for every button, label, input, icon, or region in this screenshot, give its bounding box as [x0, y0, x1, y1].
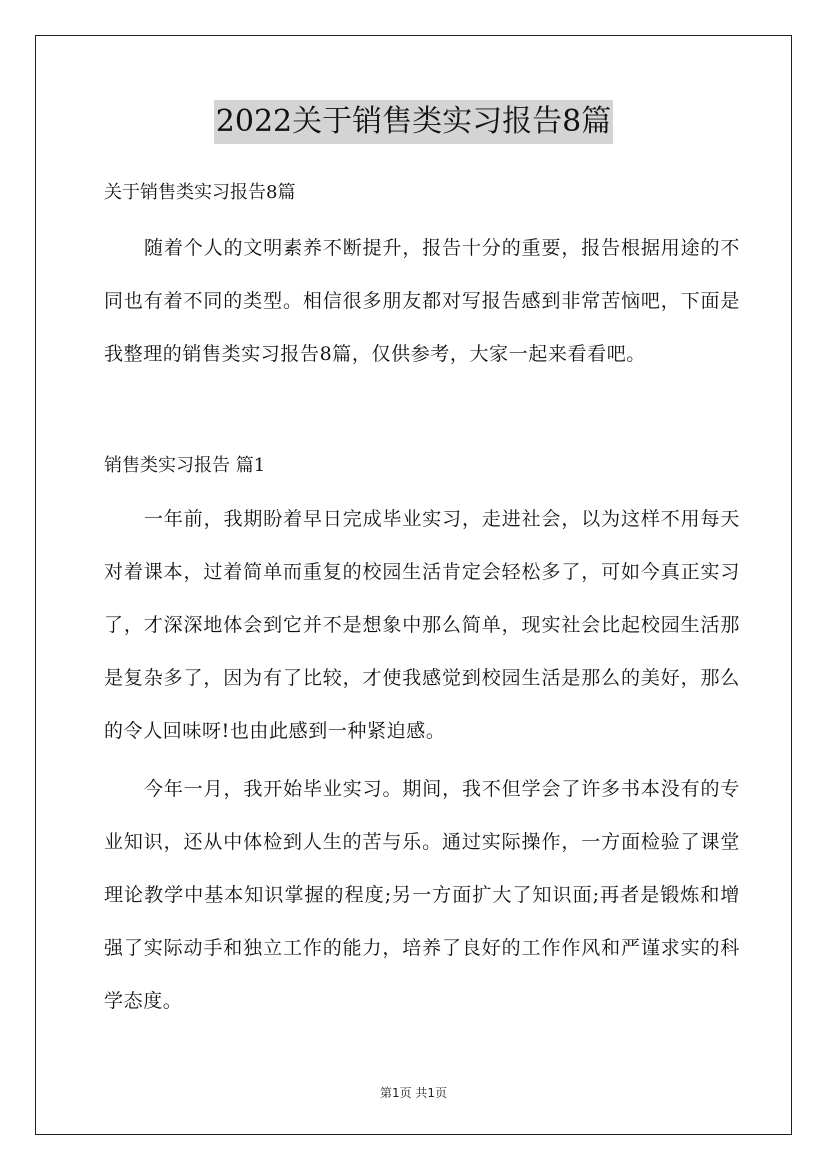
document-subtitle: 关于销售类实习报告8篇: [104, 182, 296, 203]
document-title: 2022关于销售类实习报告8篇: [214, 100, 613, 144]
body-paragraph-1: 一年前，我期盼着早日完成毕业实习，走进社会，以为这样不用每天对着课本，过着简单而重复的校园生活肯定会轻松多了，可如今真正实习了，才深深地体会到它并不是想象中那么简单，现实社会比起校园生活那是复杂多了，因为有了比较，才使我感觉到校园生活是那么的美好，那么的令人回味呀!也由此感到一种紧迫感。: [104, 508, 740, 742]
title-container: [0, 100, 827, 144]
body-paragraph-2: 今年一月，我开始毕业实习。期间，我不但学会了许多书本没有的专业知识，还从中体检到人生的苦与乐。通过实际操作，一方面检验了课堂理论教学中基本知识掌握的程度;另一方面扩大了知识面;再者是锻炼和增强了实际动手和独立工作的能力，培养了良好的工作作风和严谨求实的科学态度。: [104, 778, 740, 1012]
page-footer: 第1页 共1页: [379, 1086, 448, 1100]
intro-paragraph: 随着个人的文明素养不断提升，报告十分的重要，报告根据用途的不同也有着不同的类型。相信很多朋友都对写报告感到非常苦恼吧，下面是我整理的销售类实习报告8篇，仅供参考，大家一起来看看吧。: [104, 237, 740, 365]
section-heading: 销售类实习报告 篇1: [104, 455, 266, 476]
